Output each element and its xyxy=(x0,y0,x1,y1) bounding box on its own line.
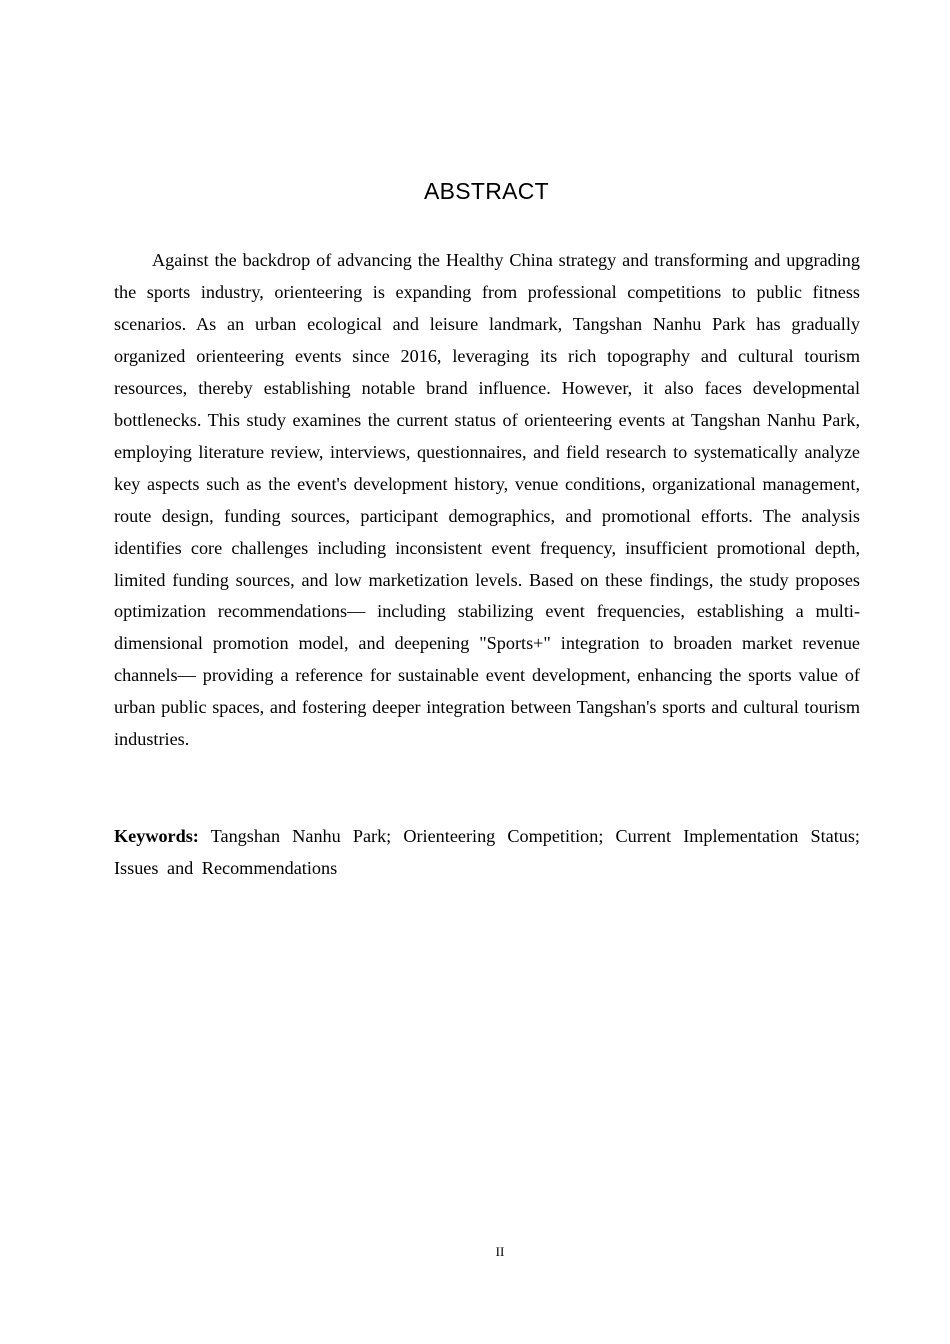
keywords-paragraph xyxy=(114,820,860,884)
abstract-paragraph: Against the backdrop of advancing the Healthy China strategy and transforming and upgrading the sports industry, orienteering is expanding from professional competitions to public fitness scenarios. As an urban ecological and leisure landmark, Tangshan Nanhu Park has gradually organized orienteering events since 2016, leveraging its rich topography and cultural tourism resources, thereby establishing notable brand influence. However, it also faces developmental bottlenecks. This study examines the current status of orienteering events at Tangshan Nanhu Park, employing literature review, interviews, questionnaires, and field research to systematically analyze key aspects such as the event's development history, venue conditions, organizational management, route design, funding sources, participant demographics, and promotional efforts. The analysis identifies core challenges including inconsistent event frequency, insufficient promotional depth, limited funding sources, and low marketization levels. Based on these findings, the study proposes optimization recommendations— including stabilizing event frequencies, establishing a multi-dimensional promotion model, and deepening "Sports+" integration to broaden market revenue channels— providing a reference for sustainable event development, enhancing the sports value of urban public spaces, and fostering deeper integration between Tangshan's sports and cultural tourism industries. xyxy=(114,250,860,750)
page-title: ABSTRACT xyxy=(423,178,550,204)
keywords-text: Tangshan Nanhu Park; Orienteering Competition; Current Implementation Status; Issues and Recommendations xyxy=(114,826,860,878)
page-number: II xyxy=(495,1244,505,1259)
keywords-label: Keywords: xyxy=(114,826,199,846)
